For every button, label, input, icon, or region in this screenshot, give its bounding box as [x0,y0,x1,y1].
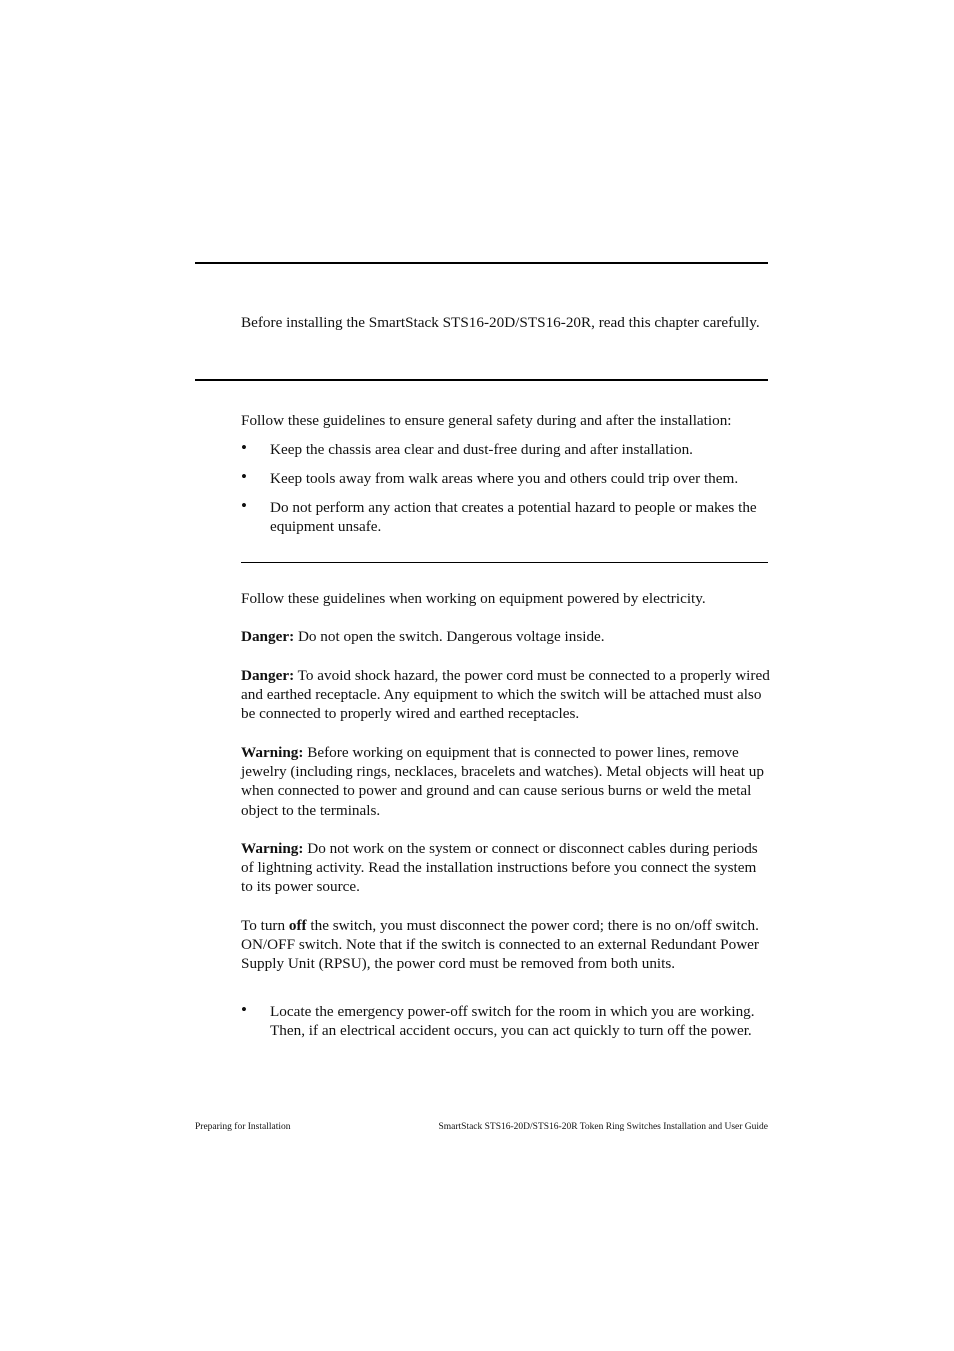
intro-paragraph: Before installing the SmartStack STS16-20D/STS16-20R, read this chapter carefully. [241,314,760,331]
warning-text: Before working on equipment that is connected to power lines, remove jewelry (including rings, necklaces, bracelets and watches). Metal objects will heat up when connected to power and ground and can cause serious burns or weld the metal object to the terminals. [241,744,764,819]
turn-off-prefix: To turn [241,917,289,934]
danger-text: Do not open the switch. Dangerous voltage inside. [294,628,605,645]
bullet-icon: • [241,1000,247,1019]
bullet-icon: • [241,467,247,486]
warning-notice-2 [241,839,771,897]
turn-off-paragraph [241,916,771,974]
bullet-text: Keep the chassis area clear and dust-free during and after installation. [270,441,693,458]
bullet-icon: • [241,496,247,515]
danger-label: Danger: [241,628,295,645]
bullet-text: Locate the emergency power-off switch for the room in which you are working. Then, if an electrical accident occurs, you can act quickly to turn off the power. [270,1003,755,1040]
chapter-top-rule [195,262,768,264]
section-rule-general-safety [195,379,768,381]
warning-notice-1 [241,743,771,820]
warning-label: Warning: [241,744,304,761]
danger-label: Danger: [241,667,295,684]
turn-off-suffix: the switch, you must disconnect the power cord; there is no on/off switch. ON/OFF switch. Note that if the switch is connected to an external Redundant Power Supply Unit (RPSU), the power cord must be removed from both units. [241,917,759,973]
warning-text: Do not work on the system or connect or disconnect cables during periods of lightning activity. Read the installation instructions before you connect the system to its power source. [241,840,758,896]
footer-right: SmartStack STS16-20D/STS16-20R Token Ring Switches Installation and User Guide [438,1122,768,1132]
warning-label: Warning: [241,840,304,857]
section-rule-electricity [241,562,768,563]
bullet-icon: • [241,438,247,457]
electricity-intro: Follow these guidelines when working on equipment powered by electricity. [241,590,706,607]
bullet-text: Do not perform any action that creates a potential hazard to people or makes the equipment unsafe. [270,499,757,536]
danger-notice-2 [241,666,771,724]
danger-text: To avoid shock hazard, the power cord must be connected to a properly wired and earthed receptacle. Any equipment to which the switch will be attached must also be connected to properly wired and earthed receptacles. [241,667,770,723]
bullet-text: Keep tools away from walk areas where you and others could trip over them. [270,470,739,487]
general-safety-intro: Follow these guidelines to ensure general safety during and after the installation: [241,412,732,429]
footer-left: Preparing for Installation [195,1122,291,1132]
danger-notice-1 [241,627,771,646]
turn-off-emphasis: off [288,917,307,934]
